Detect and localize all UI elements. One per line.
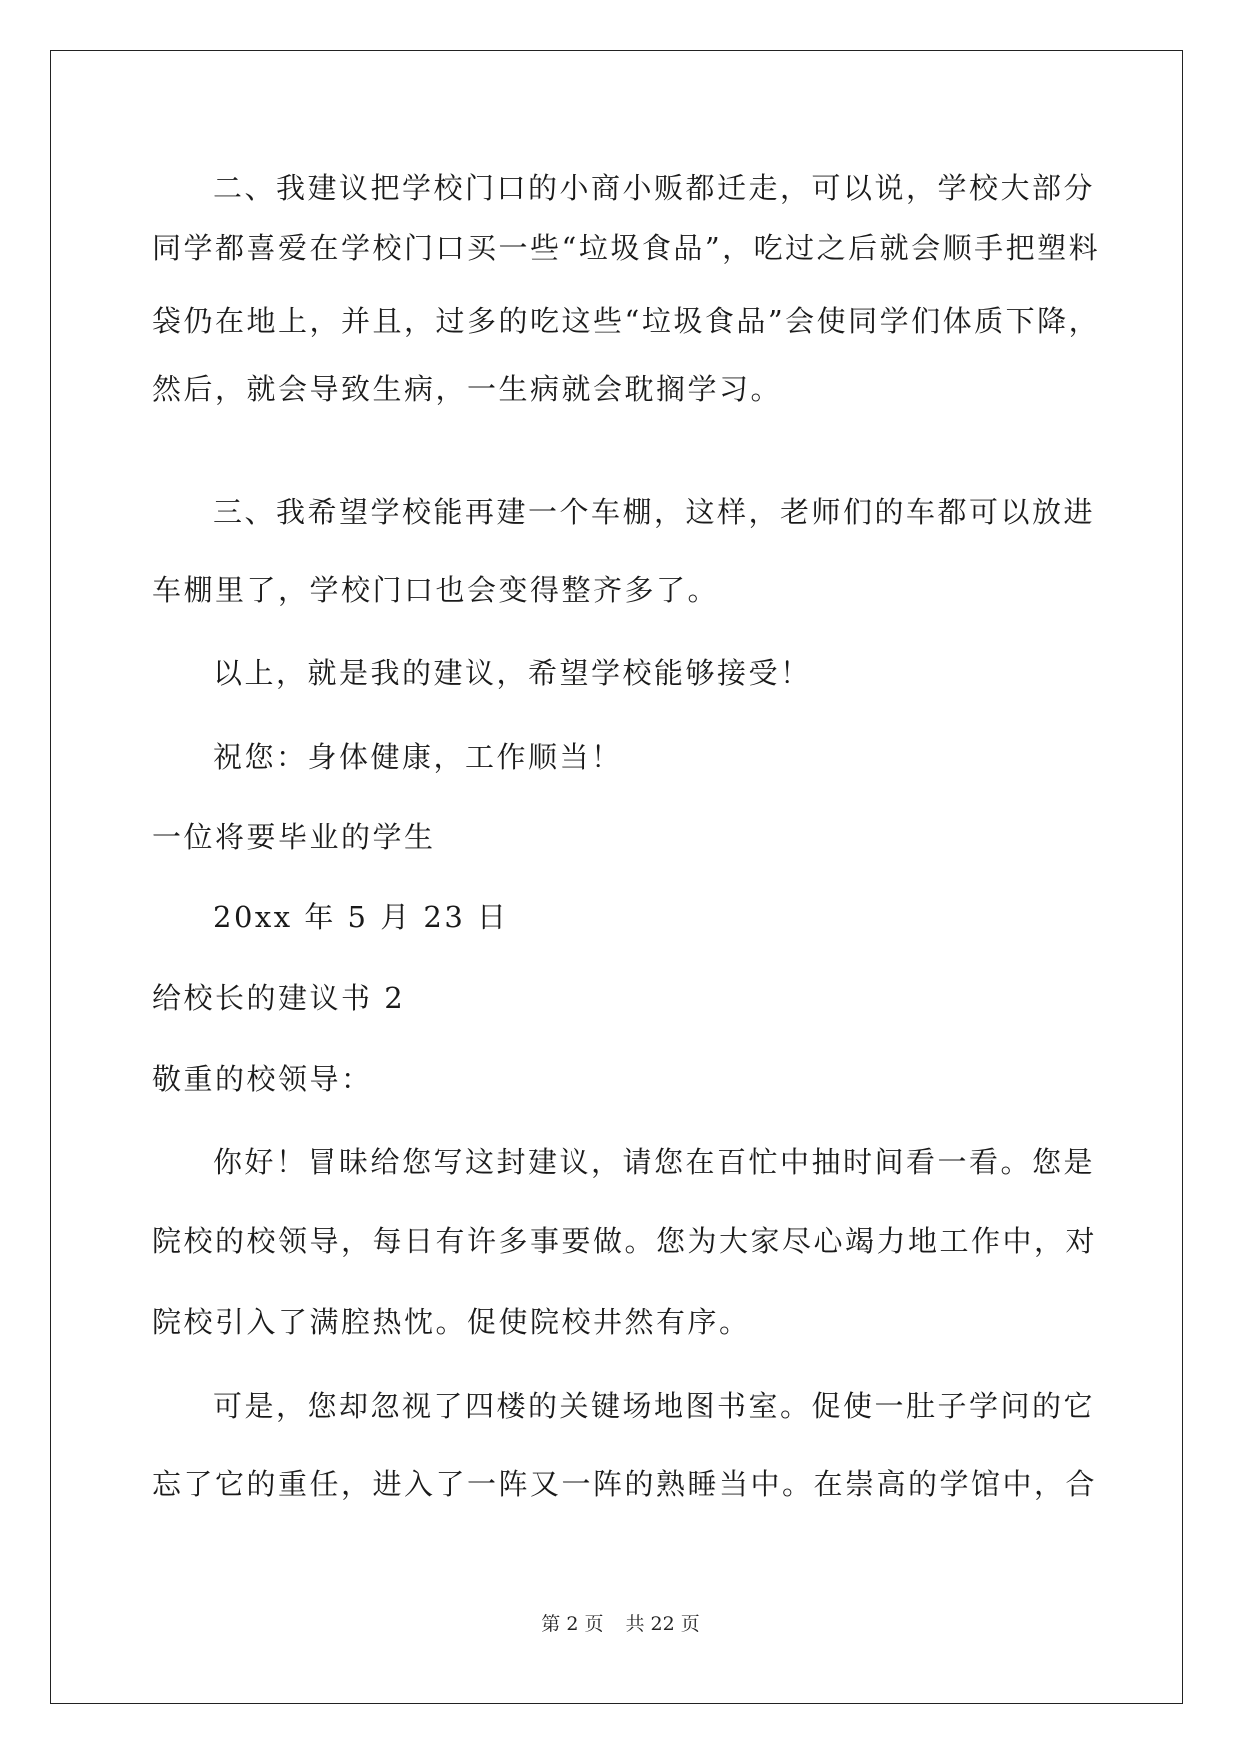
paragraph-line: 你好！冒昧给您写这封建议，请您在百忙中抽时间看一看。您是 (213, 1145, 1096, 1179)
page-footer (0, 1612, 1241, 1636)
paragraph-line: 袋仍在地上，并且，过多的吃这些“垃圾食品”会使同学们体质下降， (152, 304, 1101, 338)
closing-wish: 祝您：身体健康，工作顺当！ (213, 740, 623, 774)
date: 20xx 年 5 月 23 日 (213, 900, 509, 934)
paragraph-line: 院校的校领导，每日有许多事要做。您为大家尽心竭力地工作中，对 (152, 1224, 1098, 1258)
paragraph-line: 同学都喜爱在学校门口买一些“垃圾食品”，吃过之后就会顺手把塑料 (152, 231, 1101, 265)
page-number: 第 2 页 (541, 1613, 604, 1635)
paragraph-line: 以上，就是我的建议，希望学校能够接受！ (213, 656, 812, 690)
signature: 一位将要毕业的学生 (152, 820, 436, 854)
paragraph-line: 然后，就会导致生病，一生病就会耽搁学习。 (152, 372, 783, 406)
section-title: 给校长的建议书 2 (152, 981, 406, 1015)
paragraph-line: 三、我希望学校能再建一个车棚，这样，老师们的车都可以放进 (213, 495, 1096, 529)
paragraph-line: 院校引入了满腔热忱。促使院校井然有序。 (152, 1305, 751, 1339)
paragraph-line: 二、我建议把学校门口的小商小贩都迁走，可以说，学校大部分 (213, 171, 1096, 205)
paragraph-line: 可是，您却忽视了四楼的关键场地图书室。促使一肚子学问的它 (213, 1389, 1096, 1423)
paragraph-line: 车棚里了，学校门口也会变得整齐多了。 (152, 573, 720, 607)
page-total: 共 22 页 (625, 1613, 700, 1635)
salutation: 敬重的校领导： (152, 1062, 373, 1096)
paragraph-line: 忘了它的重任，进入了一阵又一阵的熟睡当中。在崇高的学馆中，合 (152, 1467, 1098, 1501)
page-frame (50, 50, 1183, 1704)
